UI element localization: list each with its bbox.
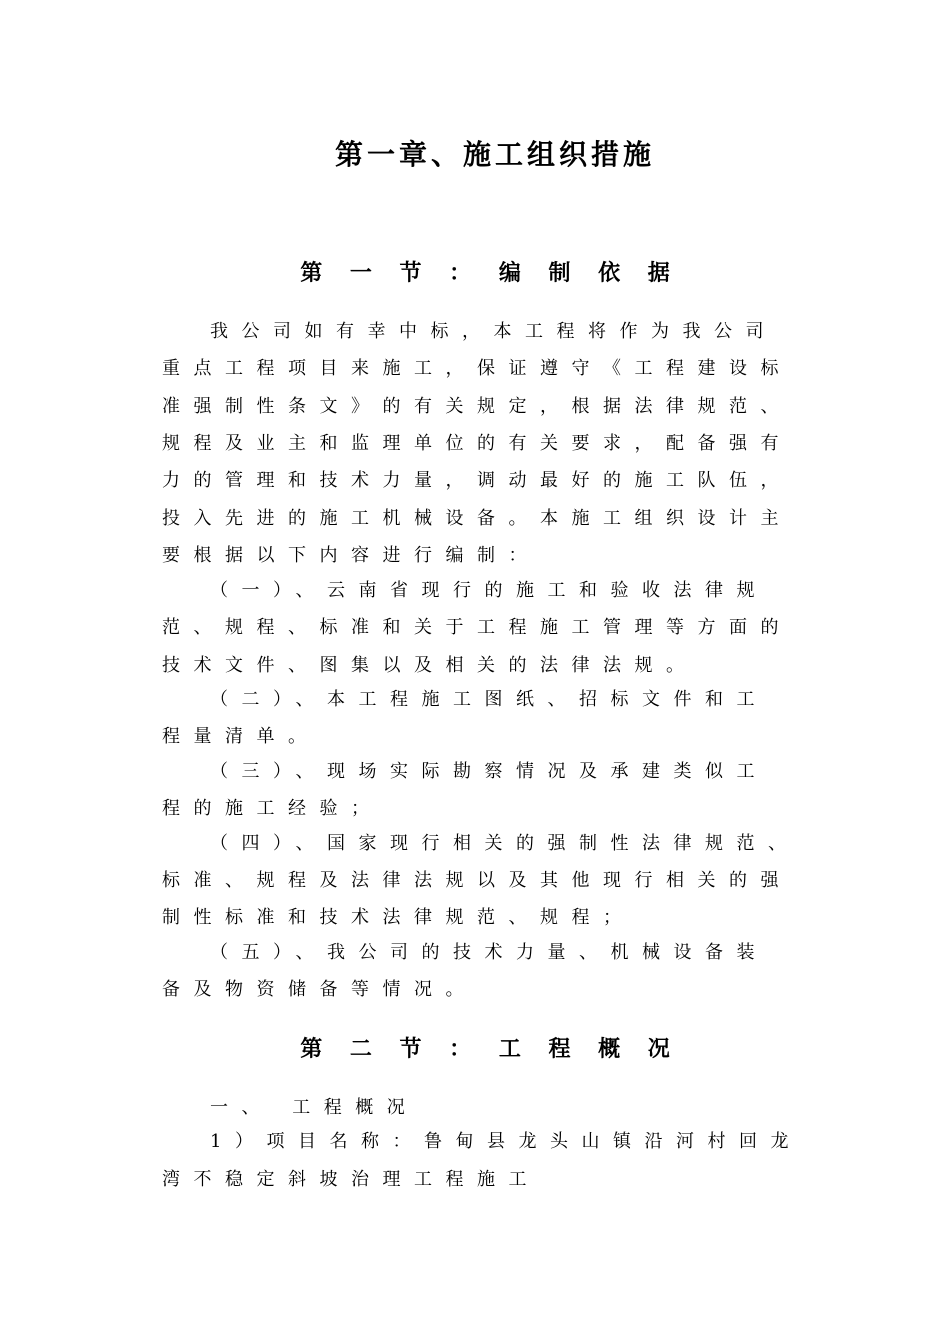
paragraph-line: 程的施工经验； [162,798,383,819]
paragraph-line: 准强制性条文》的有关规定，根据法律规范、 [162,396,792,417]
section-title-2: 第 二 节 ： 工 程 概 况 [300,1036,680,1062]
paragraph-line: （四）、国家现行相关的强制性法律规范、 [210,833,800,854]
paragraph-line: 1）项目名称：鲁甸县龙头山镇沿河村回龙 [210,1131,802,1152]
section-title-1: 第 一 节 ： 编 制 依 据 [300,260,680,286]
chapter-title: 第一章、施工组织措施 [334,138,655,171]
paragraph-line: 范、规程、标准和关于工程施工管理等方面的 [162,617,792,638]
paragraph-line: 投入先进的施工机械设备。本施工组织设计主 [162,508,792,529]
paragraph-line: 要根据以下内容进行编制： [162,545,540,566]
paragraph-line: 我公司如有幸中标，本工程将作为我公司 [210,321,777,342]
paragraph-line: （五）、我公司的技术力量、机械设备装 [210,942,768,963]
paragraph-line: 标准、规程及法律法规以及其他现行相关的强 [162,870,792,891]
paragraph-line: 技术文件、图集以及相关的法律法规。 [162,655,698,676]
paragraph-line: 程量清单。 [162,726,320,747]
paragraph-line: （三）、现场实际勘察情况及承建类似工 [210,761,768,782]
paragraph-line: 一、 工程概况 [210,1097,419,1118]
paragraph-line: 重点工程项目来施工，保证遵守《工程建设标 [162,358,792,379]
paragraph-line: （一）、云南省现行的施工和验收法律规 [210,580,768,601]
paragraph-line: 湾不稳定斜坡治理工程施工 [162,1169,540,1190]
paragraph-line: 备及物资储备等情况。 [162,979,477,1000]
paragraph-line: 力的管理和技术力量，调动最好的施工队伍， [162,470,792,491]
paragraph-line: （二）、本工程施工图纸、招标文件和工 [210,689,768,710]
paragraph-line: 规程及业主和监理单位的有关要求，配备强有 [162,433,792,454]
paragraph-line: 制性标准和技术法律规范、规程； [162,907,635,928]
